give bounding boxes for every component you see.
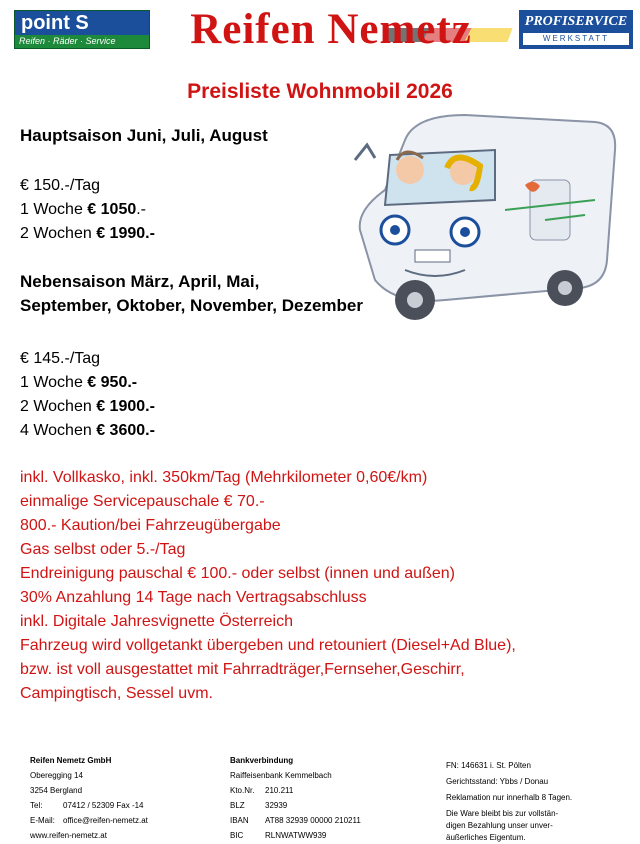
- legal-fn: FN: 146631 i. St. Pölten: [446, 761, 531, 770]
- footer-bank: [230, 753, 361, 843]
- legal-claims: Reklamation nur innerhalb 8 Tagen.: [446, 793, 573, 802]
- company-email: E-Mail: office@reifen-nemetz.at: [30, 813, 148, 828]
- conditions-list: [20, 466, 516, 706]
- condition-line: inkl. Vollkasko, inkl. 350km/Tag (Mehrkilometer 0,60€/km): [20, 469, 428, 486]
- condition-line: 800.- Kaution/bei Fahrzeugübergabe: [20, 517, 281, 534]
- condition-line: 30% Anzahlung 14 Tage nach Vertragsabschluss: [20, 589, 367, 606]
- bank-name: Raiffeisenbank Kemmelbach: [230, 771, 332, 780]
- legal-court: Gerichtsstand: Ybbs / Donau: [446, 777, 549, 786]
- condition-line: einmalige Servicepauschale € 70.-: [20, 493, 265, 510]
- bank-row: BIC RLNWATWW939: [230, 831, 327, 840]
- price-line: 2 Wochen € 1900.-: [20, 398, 155, 415]
- price-line: 1 Woche € 1050.-: [20, 201, 147, 218]
- price-line: € 145.-/Tag: [20, 350, 101, 367]
- price-line: 1 Woche € 950.-: [20, 374, 138, 391]
- bank-heading: Bankverbindung: [230, 756, 294, 765]
- company-city: 3254 Bergland: [30, 786, 83, 795]
- email-link[interactable]: office@reifen-nemetz.at: [63, 816, 148, 825]
- profiservice-logo-main: PROFISERVICE: [524, 14, 628, 29]
- camper-van-illustration: [345, 110, 620, 330]
- condition-line: Campingtisch, Sessel uvm.: [20, 685, 213, 702]
- legal-reservation: digen Bezahlung unser unver-: [446, 821, 553, 830]
- condition-line: Gas selbst oder 5.-/Tag: [20, 541, 186, 558]
- page-title: Preisliste Wohnmobil 2026: [187, 80, 453, 103]
- bank-row: Kto.Nr. 210.211: [230, 786, 294, 795]
- condition-line: Endreinigung pauschal € 100.- oder selbst (innen und außen): [20, 565, 455, 582]
- hauptsaison-prices: [20, 174, 155, 246]
- price-line: 2 Wochen € 1990.-: [20, 225, 155, 242]
- footer-legal: [446, 760, 572, 844]
- nebensaison-prices: [20, 347, 155, 443]
- company-website-link[interactable]: www.reifen-nemetz.at: [30, 831, 107, 840]
- condition-line: inkl. Digitale Jahresvignette Österreich: [20, 613, 294, 630]
- point-s-logo-sub: Reifen · Räder · Service: [15, 35, 149, 48]
- legal-reservation: Die Ware bleibt bis zur vollstän-: [446, 809, 559, 818]
- footer-company: [30, 753, 148, 843]
- point-s-logo-main: point S: [15, 11, 149, 35]
- bank-row: BLZ 32939: [230, 801, 288, 810]
- price-line: 4 Wochen € 3600.-: [20, 422, 155, 439]
- company-street: Oberegging 14: [30, 771, 83, 780]
- nebensaison-section: [20, 270, 363, 318]
- hauptsaison-heading: Hauptsaison Juni, Juli, August: [20, 126, 268, 145]
- company-tel: Tel: 07412 / 52309 Fax -14: [30, 801, 144, 810]
- condition-line: bzw. ist voll ausgestattet mit Fahrradträger,Fernseher,Geschirr,: [20, 661, 465, 678]
- nebensaison-heading-1: Nebensaison März, April, Mai,: [20, 272, 260, 291]
- brand-title: Reifen Nemetz: [190, 6, 472, 53]
- nebensaison-heading-2: September, Oktober, November, Dezember: [20, 296, 363, 315]
- bank-row: IBAN AT88 32939 00000 210211: [230, 816, 361, 825]
- price-line: € 150.-/Tag: [20, 177, 101, 194]
- condition-line: Fahrzeug wird vollgetankt übergeben und retouniert (Diesel+Ad Blue),: [20, 637, 516, 654]
- profiservice-logo: [519, 10, 633, 49]
- hauptsaison-section: [20, 124, 268, 148]
- legal-reservation: äußerliches Eigentum.: [446, 833, 526, 842]
- profiservice-logo-sub: WERKSTATT: [523, 33, 629, 45]
- company-name: Reifen Nemetz GmbH: [30, 756, 112, 765]
- point-s-logo: [14, 10, 150, 49]
